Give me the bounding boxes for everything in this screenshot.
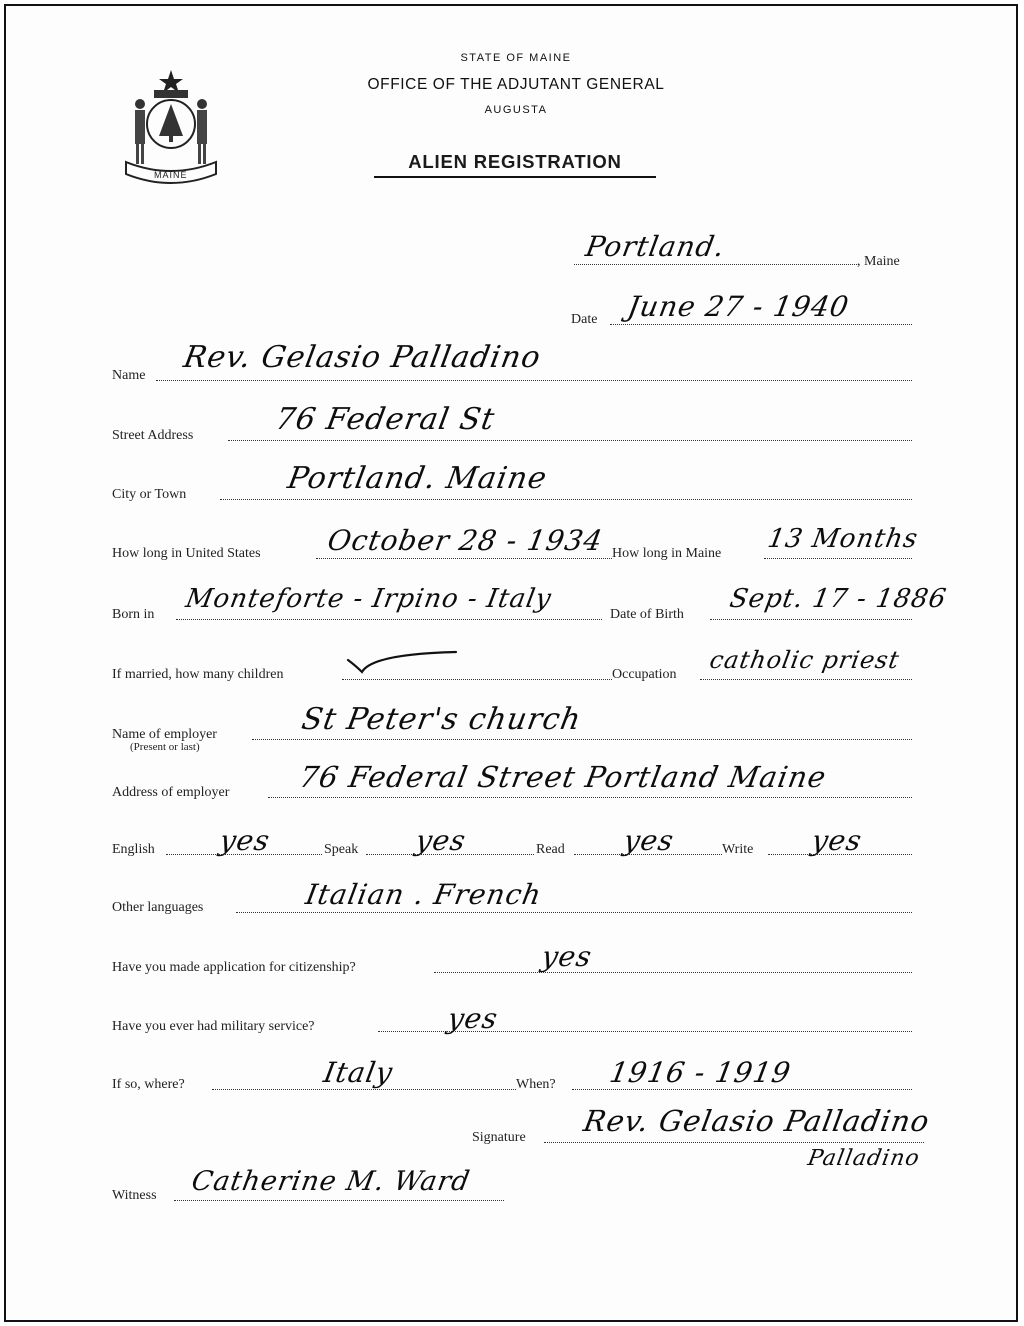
place-value: Portland. [583,230,728,263]
how-long-us-label: How long in United States [112,546,261,561]
how-long-maine-line [764,558,912,559]
if-so-where-label: If so, where? [112,1077,185,1092]
citizenship-line [434,972,912,973]
other-languages-label: Other languages [112,900,204,915]
children-line [342,679,612,680]
present-or-last-label: (Present or last) [130,741,200,753]
name-value: Rev. Gelasio Palladino [180,340,544,375]
signature-print-value: Palladino [805,1146,922,1171]
street-address-line [228,440,912,441]
when-label: When? [516,1077,556,1092]
write-label: Write [722,842,754,857]
employer-value: St Peter's church [298,702,585,737]
date-line [610,324,912,325]
where-line [212,1089,516,1090]
citizenship-label: Have you made application for citizenship? [112,960,356,975]
signature-label: Signature [472,1130,526,1145]
date-of-birth-line [710,619,912,620]
speak-value: yes [413,824,469,857]
read-label: Read [536,842,565,857]
if-married-label: If married, how many children [112,667,284,682]
how-long-us-line [316,558,612,559]
born-in-label: Born in [112,607,155,622]
employer-address-value: 76 Federal Street Portland Maine [297,760,830,794]
when-line [572,1089,912,1090]
date-value: June 27 - 1940 [625,290,852,323]
witness-line [174,1200,504,1201]
occupation-label: Occupation [612,667,677,682]
english-label: English [112,842,155,857]
occupation-line [700,679,912,680]
city-heading: AUGUSTA [484,104,548,116]
where-value: Italy [321,1056,396,1089]
state-heading: STATE OF MAINE [460,52,572,64]
name-label: Name [112,368,146,383]
witness-label: Witness [112,1188,157,1203]
employer-label: Name of employer [112,727,217,742]
seal-motto: MAINE [154,170,188,180]
occupation-value: catholic priest [707,646,902,674]
name-line [156,380,912,381]
read-value: yes [621,824,677,857]
street-address-value: 76 Federal St [272,402,498,437]
other-languages-line [236,912,912,913]
office-heading: OFFICE OF THE ADJUTANT GENERAL [367,76,665,93]
address-of-employer-label: Address of employer [112,785,230,800]
write-value: yes [809,824,865,857]
city-or-town-value: Portland. Maine [284,461,550,496]
military-value: yes [445,1002,501,1035]
signature-value: Rev. Gelasio Palladino [581,1104,933,1138]
english-value: yes [217,824,273,857]
witness-value: Catherine M. Ward [189,1166,473,1197]
speak-label: Speak [324,842,359,857]
date-label: Date [571,312,598,327]
street-address-label: Street Address [112,428,194,443]
place-line [574,264,859,265]
date-of-birth-label: Date of Birth [610,607,684,622]
born-in-line [176,619,602,620]
citizenship-value: yes [539,940,595,973]
registration-form [4,4,1018,1322]
how-long-maine-value: 13 Months [765,524,921,554]
military-label: Have you ever had military service? [112,1019,315,1034]
signature-line [544,1142,924,1143]
check-mark-icon [344,646,464,676]
how-long-us-value: October 28 - 1934 [325,524,606,557]
how-long-maine-label: How long in Maine [612,546,722,561]
employer-address-line [268,797,912,798]
maine-suffix-label: , Maine [857,254,900,269]
when-value: 1916 - 1919 [607,1056,794,1089]
employer-line [252,739,912,740]
date-of-birth-value: Sept. 17 - 1886 [727,584,950,614]
other-languages-value: Italian . French [303,878,545,911]
city-or-town-line [220,499,912,500]
born-in-value: Monteforte - Irpino - Italy [183,584,554,614]
city-or-town-label: City or Town [112,487,187,502]
form-title: ALIEN REGISTRATION [374,151,656,178]
